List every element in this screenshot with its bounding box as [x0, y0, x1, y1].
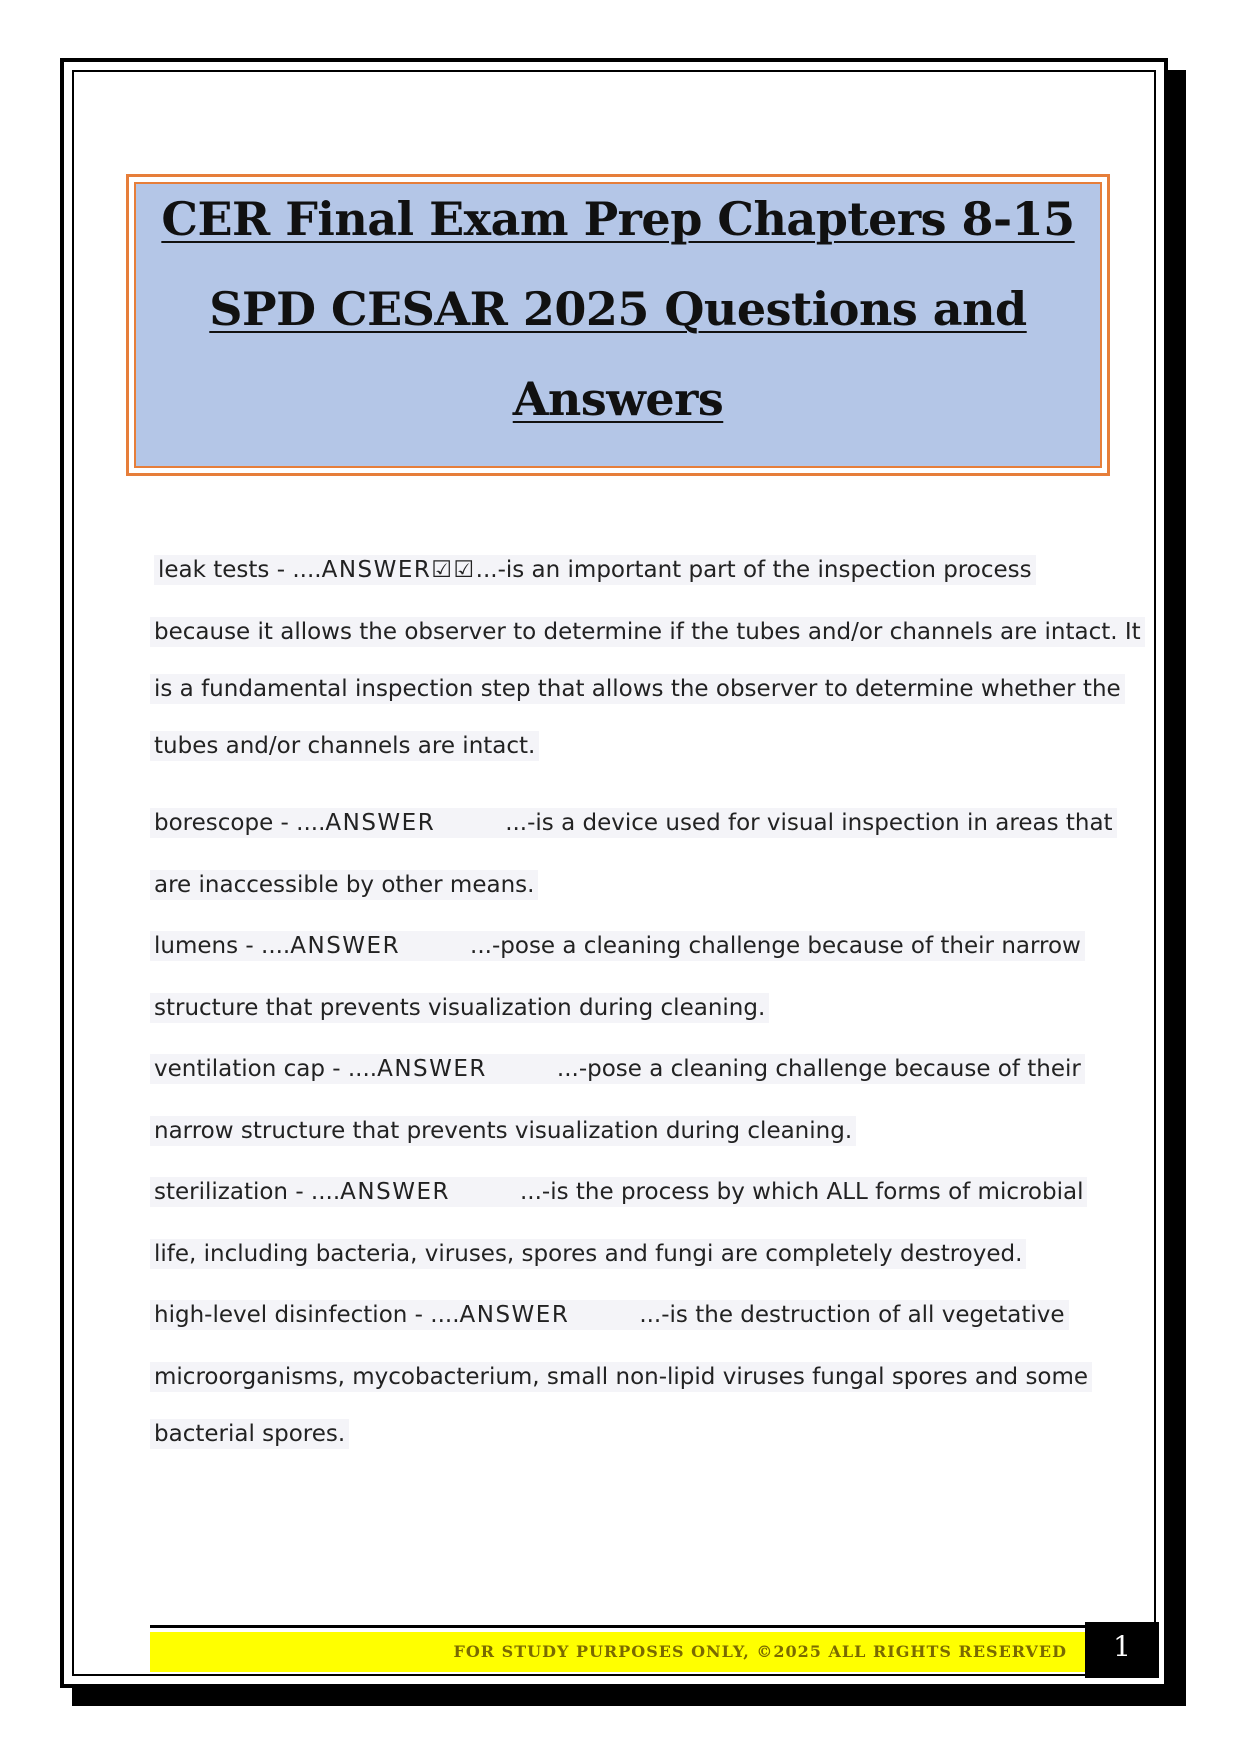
entry-answer-start: ...-is the process by which ALL forms of microbial: [519, 1179, 1084, 1205]
entry-first-line: [154, 555, 1036, 585]
entry-term: high-level disinfection - ....: [154, 1302, 460, 1328]
entry-answer-start: ...-is a device used for visual inspection in areas that: [505, 810, 1113, 836]
footer-rule: [150, 1625, 1085, 1628]
entry-answer-start: ...-pose a cleaning challenge because of their narrow: [470, 933, 1081, 959]
entry-term: sterilization - ....: [154, 1179, 341, 1205]
answer-label: ANSWER: [459, 1302, 570, 1328]
entry-continuation: microorganisms, mycobacterium, small non-lipid viruses fungal spores and some: [150, 1362, 1092, 1392]
entry-continuation: tubes and/or channels are intact.: [150, 731, 539, 761]
entry-term: leak tests - ....: [158, 557, 322, 583]
entry-continuation: because it allows the observer to determine if the tubes and/or channels are intact. It: [150, 617, 1145, 647]
entry-continuation: narrow structure that prevents visualization during cleaning.: [150, 1116, 856, 1146]
title-box-inner: [134, 182, 1102, 468]
footer-bar: [150, 1632, 1085, 1672]
entry-continuation: is a fundamental inspection step that allows the observer to determine whether the: [150, 674, 1125, 704]
page-number: 1: [1113, 1630, 1131, 1663]
title-line-1: CER Final Exam Prep Chapters 8-15: [161, 192, 1075, 246]
title-line-3: Answers: [512, 372, 724, 426]
answer-label: ANSWER: [290, 933, 401, 959]
page-number-box: [1085, 1622, 1159, 1678]
answer-label: ANSWER: [325, 810, 436, 836]
entry-first-line: [150, 931, 1085, 961]
title-line-2: SPD CESAR 2025 Questions and: [209, 282, 1027, 336]
entry-term: lumens - ....: [154, 933, 291, 959]
entry-first-line: [150, 1054, 1085, 1084]
answer-label: ANSWER: [340, 1179, 450, 1205]
footer-copyright: FOR STUDY PURPOSES ONLY, ©2025 ALL RIGHTS RESERVED: [453, 1642, 1067, 1661]
entry-continuation: life, including bacteria, viruses, spores and fungi are completely destroyed.: [150, 1239, 1026, 1269]
entry-continuation: bacterial spores.: [150, 1419, 349, 1449]
entry-first-line: [150, 808, 1117, 838]
entry-first-line: [150, 1300, 1069, 1330]
entry-answer-start: ...-is an important part of the inspection process: [475, 557, 1032, 583]
answer-label: ANSWER☑☑: [321, 557, 476, 583]
answer-label: ANSWER: [377, 1056, 487, 1082]
entry-continuation: are inaccessible by other means.: [150, 870, 538, 900]
entry-continuation: structure that prevents visualization during cleaning.: [150, 993, 769, 1023]
title-box: [126, 174, 1110, 476]
entry-first-line: [150, 1177, 1087, 1207]
entry-term: borescope - ....: [154, 810, 326, 836]
entry-answer-start: ...-pose a cleaning challenge because of their: [556, 1056, 1081, 1082]
entry-answer-start: ...-is the destruction of all vegetative: [639, 1302, 1065, 1328]
entry-term: ventilation cap - ....: [154, 1056, 378, 1082]
